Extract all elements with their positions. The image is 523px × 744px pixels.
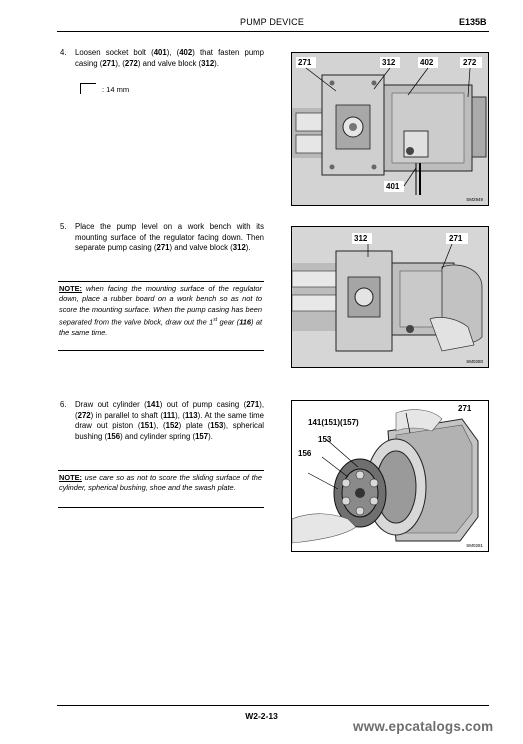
- callout-label: 312: [382, 58, 396, 67]
- figure-2-id: SM0280: [466, 359, 483, 364]
- header-title: PUMP DEVICE: [240, 17, 305, 27]
- step-6-text: 6. Draw out cylinder (141) out of pump casing (271), (272) in parallel to shaft (111), (113). At the same time draw out piston (151), (152) plate (153), spherical bushing (156) and cylinder spring (157).: [60, 400, 265, 441]
- figure-3-id: SM0281: [466, 543, 483, 548]
- callout-label: 153: [318, 435, 332, 444]
- note-1-bottom-rule: [58, 350, 264, 351]
- step-4-text: 4. Loosen socket bolt (401), (402) that fasten pump casing (271), (272) and valve block (312).: [60, 48, 264, 68]
- wrench-size-icon: [80, 83, 96, 94]
- callout-label: 141(151)(157): [308, 418, 359, 427]
- callout-label: 271: [449, 234, 463, 243]
- page-number: W2-2-13: [245, 711, 278, 721]
- footer-divider: [57, 705, 489, 706]
- callout-label: 156: [298, 449, 312, 458]
- callout-label: 402: [420, 58, 434, 67]
- figure-1-id: SM2949: [466, 197, 483, 202]
- torque-value: : 14 mm: [102, 85, 130, 94]
- note-2: NOTE: use care so as not to score the sliding surface of the cylinder, spherical bushing, shoe and the swash plate.: [59, 473, 262, 493]
- header-model-code: E135B: [459, 17, 487, 27]
- watermark: www.epcatalogs.com: [353, 719, 494, 734]
- note-1-top-rule: [58, 281, 264, 282]
- callout-label: 271: [458, 404, 472, 413]
- figure-3: [291, 400, 489, 552]
- note-2-top-rule: [58, 470, 264, 471]
- step-6-number: 6.: [60, 400, 67, 409]
- step-4-number: 4.: [60, 48, 67, 57]
- callout-label: 312: [354, 234, 368, 243]
- note-label: NOTE:: [59, 473, 82, 482]
- figure-2: [291, 226, 489, 368]
- figure-1: [291, 52, 489, 206]
- note-1: NOTE: when facing the mounting surface of the regulator down, place a rubber board on a work bench so as not to score the mounting surface. When the pump casing has been separated from the valve block, draw out the 1st gear (116) at the same time.: [59, 284, 262, 337]
- figure-2-illustration: [292, 227, 488, 367]
- callout-label: 401: [386, 182, 400, 191]
- note-label: NOTE:: [59, 284, 82, 293]
- note-2-bottom-rule: [58, 507, 264, 508]
- header-divider: [57, 31, 489, 32]
- callout-label: 271: [298, 58, 312, 67]
- step-5-number: 5.: [60, 222, 67, 231]
- step-5-text: 5. Place the pump level on a work bench with its mounting surface of the regulator facing down. Then separate pump casing (271) and valve block (312).: [60, 222, 264, 253]
- callout-label: 272: [463, 58, 477, 67]
